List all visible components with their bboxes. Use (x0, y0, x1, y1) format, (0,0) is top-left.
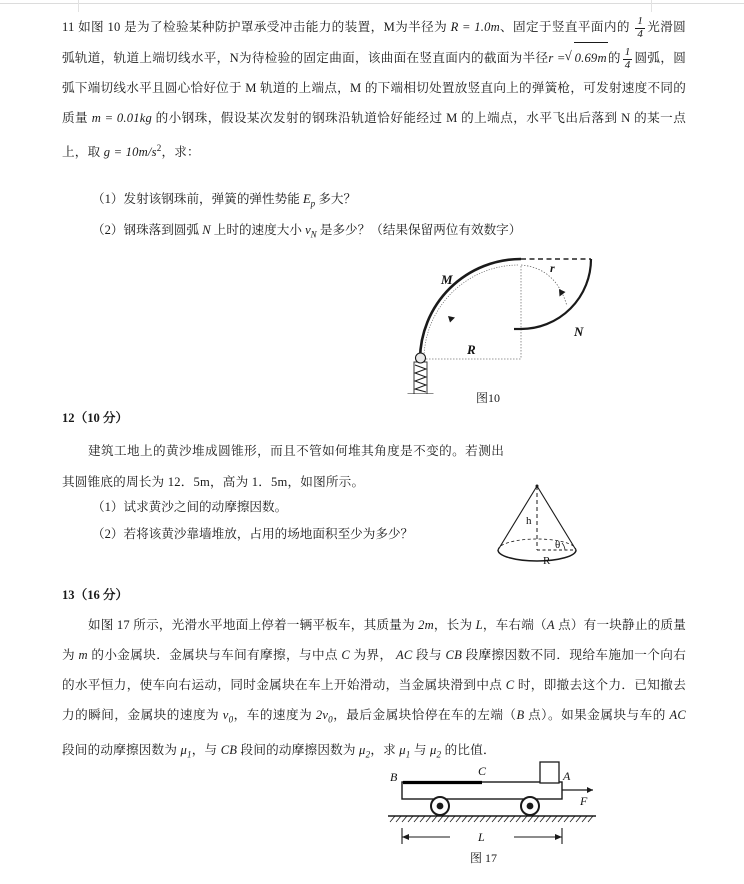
fraction-denominator: 4 (624, 58, 631, 71)
q13-mu1b-subscript: 1 (405, 749, 411, 760)
q13-block-mass: m (78, 648, 88, 662)
figure-17-drawing (378, 752, 618, 852)
q11-r-lead: r = (548, 51, 566, 65)
question-12-number: 12（10 分） (62, 411, 129, 425)
fraction-numerator: 1 (637, 15, 644, 28)
q11-text-a: 如图 10 是为了检验某种防护罩承受冲击能力的装置，M为半径为 (78, 20, 451, 34)
dim-arrow-right (555, 834, 562, 840)
q13-text-b: ，长为 (433, 618, 476, 632)
q13-cart-mass: 2m (418, 618, 434, 632)
cart-wheel-left-hub (437, 803, 444, 810)
q11-sub2-text-a: 钢珠落到圆弧 (123, 223, 203, 237)
q13-mu2: μ (359, 742, 366, 757)
q13-text-n: ，与 (191, 742, 221, 757)
q11-text-e: 圆弧，圆弧下端切线水平且圆心恰好位于 M 轨道的上端点，M 的下端相切处置放竖直向上的弹簧枪，可发射速度不同的质量 (62, 51, 686, 125)
q11-number: 11 (62, 20, 75, 34)
figure-12-cone (485, 482, 660, 577)
label-N: N (574, 324, 584, 339)
label-M: M (441, 272, 453, 287)
q11-sub1-text-a: 发射该钢珠前，弹簧的弹性势能 (123, 192, 303, 206)
label-length-L: L (478, 830, 485, 844)
q13-point-A: A (546, 618, 555, 632)
q13-segment-CB: CB (445, 648, 463, 662)
ground-hatching (390, 816, 593, 822)
q11-sub-question-2 (92, 217, 686, 248)
q13-2v0-subscript: 0 (328, 714, 333, 725)
label-force-F: F (580, 794, 588, 808)
q11-fraction-quarter-2 (623, 47, 633, 71)
label-point-A: A (563, 769, 571, 783)
q13-text-p: ，求 (370, 742, 400, 757)
cart-wheel-right-hub (527, 803, 534, 810)
q13-text-c: ，车右端（ (482, 618, 547, 632)
q13-text-o: 段间的动摩擦因数为 (237, 742, 360, 757)
page-corner-mark-left (78, 0, 79, 12)
q13-mu1-b: μ (399, 742, 406, 757)
cone-base-front (498, 550, 576, 561)
label-point-B: B (390, 770, 398, 784)
arrow-on-trajectory (559, 289, 566, 297)
q11-velocity-symbol: v (305, 223, 311, 237)
q11-sub2-text-b: 上时的速度大小 (210, 223, 306, 237)
q11-sub2-text-c: 是多少？（结果保留两位有效数字） (316, 223, 522, 237)
figure-10-drawing (404, 244, 614, 394)
q11-sub2-label: （2） (92, 223, 124, 237)
q13-cart-length: L (475, 618, 483, 632)
q13-segment-AC: AC (396, 648, 413, 662)
q12-sub-question-2: （2）若将该黄沙靠墙堆放，占用的场地面积至少为多少？ (92, 527, 414, 541)
label-r: r (550, 261, 555, 275)
projectile-path-dotted (521, 265, 567, 306)
q13-text-q: 与 (410, 742, 431, 757)
q13-text-m: 段间的动摩擦因数为 (62, 742, 181, 757)
q11-sub1-text-b: 多大？ (315, 192, 357, 206)
q13-mu2-subscript: 2 (365, 749, 371, 760)
figure-17-cart (378, 752, 618, 865)
q11-gravity-g: g = 10m/s (103, 145, 157, 160)
q11-fraction-quarter (635, 16, 645, 40)
q11-sub-question-1 (92, 186, 686, 217)
dim-arrow-left (402, 834, 409, 840)
q13-mu1: μ (180, 742, 188, 757)
q13-text-l: 点）。如果金属块与车的 (524, 708, 670, 722)
q11-sqrt-radical (566, 42, 608, 73)
cone-angle-arc (562, 543, 565, 550)
q13-mu1-subscript: 1 (187, 749, 192, 760)
fraction-numerator: 1 (624, 46, 631, 59)
q13-text-a: 如图 17 所示，光滑水平地面上停着一辆平板车，其质量为 (88, 618, 419, 632)
q11-text-c: 光滑圆弧轨道，轨道上端切线水平，N为待检验的固定曲面，该曲面在竖直面内的截面为半径 (62, 20, 686, 65)
figure-10 (404, 244, 614, 405)
q13-segment-AC-2: AC (669, 708, 686, 722)
q13-mu2-b: μ (430, 742, 437, 757)
q11-energy-subscript: p (310, 198, 316, 209)
q12-paragraph: 建筑工地上的黄沙堆成圆锥形，而且不管如何堆其角度是不变的。若测出其圆锥底的周长为 12．5m，高为 1．5m，如图所示。 (62, 444, 504, 489)
q13-point-C: C (341, 648, 351, 662)
figure-17-caption: 图 17 (470, 851, 498, 865)
q13-point-C-2: C (505, 678, 515, 692)
spring-coil (415, 365, 426, 392)
q11-radius-R: R = 1.0m (450, 20, 500, 34)
q11-text-b: 、固定于竖直平面内的 (499, 20, 634, 34)
fraction-denominator: 4 (637, 27, 644, 40)
q12-sub-question-1: （1）试求黄沙之间的动摩擦因数。 (92, 500, 288, 514)
page-top-edge-line (0, 3, 744, 4)
q11-gravity-exponent: 2 (156, 143, 162, 153)
sqrt-unit: m (597, 51, 607, 65)
q13-text-j: ，车的速度为 (233, 708, 316, 722)
q11-mass-m: m = 0.01kg (91, 111, 152, 125)
question-13-body (62, 610, 686, 769)
page-corner-mark-right (651, 0, 652, 12)
q13-text-i: 时，即撤去这个力．已知撤去力的瞬间，金属块的速度为 (62, 678, 686, 722)
q13-text-h: 段摩擦因数不同．现给车施加一个向右的水平恒力，使车向右运动，同时金属块在车上开始滑动，当金属块滑到中点 (62, 648, 686, 692)
arrow-on-M (448, 316, 455, 323)
q11-text-h: ，求： (161, 145, 200, 160)
q13-text-g: 段与 (412, 648, 446, 662)
q13-text-f: 为界， (350, 648, 397, 662)
q11-energy-symbol: E (302, 192, 311, 206)
q13-text-r: 的比值． (441, 742, 496, 757)
q13-segment-CB-2: CB (220, 742, 238, 757)
curve-N-surface (521, 259, 591, 329)
question-11-body (62, 12, 686, 167)
q13-text-d: 点）有一块静止的质量为 (62, 618, 687, 662)
q11-text-d: 的 (607, 51, 621, 65)
question-12-body (62, 436, 504, 498)
q13-velocity-2v0: 2v (315, 708, 329, 722)
cone-apex-dot (536, 485, 539, 488)
q11-curve-N: N (202, 223, 211, 237)
q13-text-k: ，最后金属块恰停在车的左端（ (332, 708, 517, 722)
q13-text-e: 的小金属块．金属块与车间有摩擦，与中点 (87, 648, 342, 662)
steel-ball (416, 353, 426, 363)
question-13-number: 13（16 分） (62, 588, 129, 602)
figure-12-drawing (485, 482, 660, 577)
cart-body (402, 782, 562, 799)
force-arrow-head (587, 787, 593, 793)
q13-point-B: B (516, 708, 525, 722)
q11-text-f: 的小钢珠，假设某次发射的钢珠沿轨道恰好能经过 M 的上端点，水平飞出后落到 N 的某一点上，取 (62, 111, 686, 160)
label-angle-theta: θ (555, 539, 561, 551)
label-radius-R: R (543, 555, 551, 567)
q11-sub1-label: （1） (92, 192, 124, 206)
q13-mu2b-subscript: 2 (436, 749, 442, 760)
sqrt-content (574, 42, 608, 73)
figure-10-caption: 图10 (476, 391, 501, 405)
sqrt-value: 0.69 (574, 51, 598, 65)
label-height-h: h (526, 515, 532, 527)
q13-velocity-v0: v (222, 708, 229, 722)
q13-v0-subscript: 0 (228, 714, 234, 725)
label-point-C: C (478, 764, 487, 778)
q11-velocity-subscript: N (310, 229, 317, 240)
label-R: R (467, 342, 476, 357)
metal-block (540, 762, 559, 783)
